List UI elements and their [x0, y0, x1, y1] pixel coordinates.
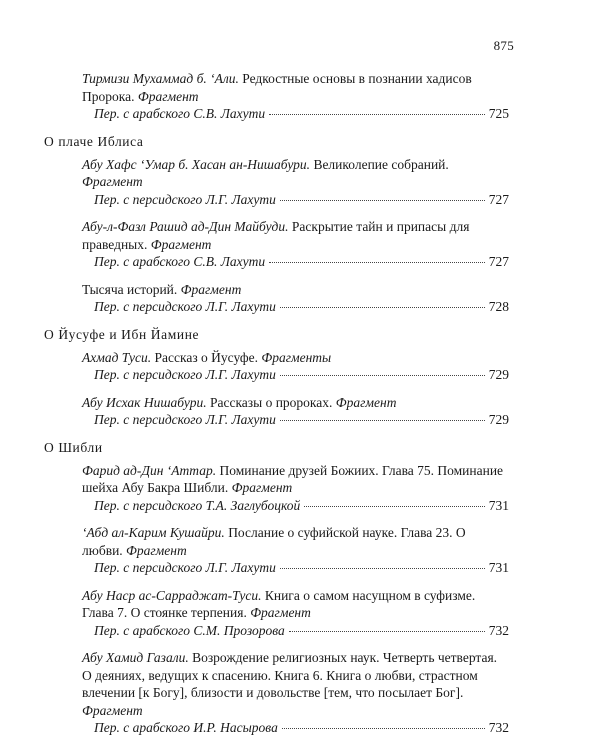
entry-work: [82, 156, 509, 191]
dot-leader: [280, 200, 485, 201]
entry-translation-line: [82, 411, 509, 429]
entry-translator: Пер. с персидского Л.Г. Лахути: [94, 299, 276, 314]
entry-work: [82, 649, 509, 719]
entry-translator: Пер. с персидского Л.Г. Лахути: [94, 412, 276, 427]
entry-translation-line: [82, 622, 509, 640]
entry-note: Фрагмент: [82, 174, 143, 189]
dot-leader: [280, 375, 485, 376]
entry-title: Рассказы о пророках.: [209, 394, 333, 410]
entry-translator: Пер. с персидского Л.Г. Лахути: [94, 191, 276, 207]
toc-entry: [82, 281, 509, 316]
toc-section: [44, 70, 509, 123]
toc-entry: [82, 394, 509, 429]
toc-entry: [82, 524, 509, 577]
entry-page-number: 725: [488, 106, 509, 121]
entry-work: [82, 218, 509, 253]
entry-title: Тысяча историй.: [82, 281, 178, 297]
entry-title: Рассказ о Йусуфе.: [154, 349, 258, 365]
entry-author: Абу Исхак Нишабури.: [82, 394, 207, 410]
toc-entry: [82, 462, 509, 515]
entry-note: Фрагменты: [261, 349, 332, 365]
entry-translation-line: [82, 298, 509, 316]
entry-author: Фарид ад-Дин ʻАттар.: [82, 462, 217, 478]
page-number: 875: [493, 38, 514, 53]
entry-note: Фрагмент: [82, 702, 143, 718]
entry-title: Поминание друзей Божиих. Глава 75. Поминание шейха Абу Бакра Шибли.: [82, 462, 504, 495]
toc-entry: [82, 349, 509, 384]
entry-page-number: 732: [488, 720, 509, 735]
entry-author: Абу Хамид Газали.: [82, 650, 189, 665]
entry-note: Фрагмент: [150, 236, 212, 252]
entry-note: Фрагмент: [137, 88, 199, 104]
entry-translator: Пер. с персидского Л.Г. Лахути: [94, 367, 276, 382]
entry-page-number: 727: [488, 254, 509, 269]
dot-leader: [269, 262, 485, 263]
entry-translation-line: [82, 366, 509, 384]
entry-work: [82, 462, 509, 497]
section-title: О Йусуфе и Ибн Йамине: [44, 326, 200, 342]
entry-note: Фрагмент: [180, 281, 242, 297]
entry-note: Фрагмент: [126, 542, 187, 558]
toc-section: [44, 133, 509, 316]
entry-title: Раскрытие тайн и припасы для праведных.: [82, 219, 470, 252]
entry-translator: Пер. с арабского С.М. Прозорова: [94, 622, 285, 638]
entry-title: Книга о самом насущном в суфизме. Глава 7. О стоянке терпения.: [82, 587, 476, 620]
entry-translator: Пер. с арабского С.В. Лахути: [94, 106, 266, 121]
toc-entry: [82, 156, 509, 209]
dot-leader: [269, 114, 485, 115]
entry-author: ʻАбд ал-Карим Кушайри.: [82, 525, 225, 540]
entry-page-number: 731: [488, 560, 509, 575]
entry-translation-line: [82, 253, 509, 271]
dot-leader: [282, 728, 485, 729]
entry-translator: Пер. с арабского И.Р. Насырова: [94, 720, 278, 735]
entry-page-number: 732: [488, 622, 509, 638]
entry-translation-line: [82, 191, 509, 209]
entry-page-number: 728: [488, 299, 509, 314]
table-of-contents: [44, 70, 509, 747]
entry-title: Возрождение религиозных наук. Четверть четвертая. О деяниях, ведущих к спасению. Книга 6. Книга о любви, страстном влечении [к Богу], близости и довольстве [тем, что посылает Бог].: [82, 650, 498, 700]
entry-page-number: 727: [488, 191, 509, 207]
dot-leader: [280, 307, 485, 308]
dot-leader: [280, 420, 485, 421]
dot-leader: [280, 568, 485, 569]
toc-entry: [82, 70, 509, 123]
entry-author: Абу Хафс ʻУмар б. Хасан ан-Нишабури.: [82, 156, 311, 172]
entry-page-number: 731: [488, 497, 509, 513]
entry-translator: Пер. с персидского Л.Г. Лахути: [94, 560, 276, 575]
entry-page-number: 729: [488, 412, 509, 427]
entry-author: Ахмад Туси.: [82, 349, 152, 365]
entry-work: [82, 394, 509, 412]
entry-author: Абу-л-Фазл Рашид ад-Дин Майбуди.: [82, 219, 289, 234]
dot-leader: [289, 631, 485, 632]
dot-leader: [304, 506, 484, 507]
entry-translation-line: [82, 719, 509, 737]
section-title: О плаче Иблиса: [44, 133, 144, 149]
entry-translator: Пер. с персидского Т.А. Заглубоцкой: [94, 497, 301, 513]
entry-work: [82, 70, 509, 105]
entry-author: Абу Наср ас-Сарраджат-Туси.: [82, 587, 262, 603]
section-title: О Шибли: [44, 439, 103, 455]
entry-translation-line: [82, 105, 509, 123]
entry-translation-line: [82, 497, 509, 515]
entry-note: Фрагмент: [250, 605, 311, 620]
entry-work: [82, 281, 509, 299]
entry-work: [82, 524, 509, 559]
toc-section: [44, 326, 509, 429]
entry-work: [82, 349, 509, 367]
entry-translator: Пер. с арабского С.В. Лахути: [94, 254, 266, 269]
entry-page-number: 729: [488, 367, 509, 382]
toc-entry: [82, 649, 509, 737]
entry-note: Фрагмент: [335, 394, 397, 410]
toc-entry: [82, 218, 509, 271]
entry-translation-line: [82, 559, 509, 577]
entry-title: Послание о суфийской науке. Глава 23. О любви.: [82, 525, 466, 558]
entry-title: Великолепие собраний.: [313, 156, 449, 172]
toc-entry: [82, 587, 509, 640]
toc-section: [44, 439, 509, 737]
entry-author: Тирмизи Мухаммад б. ʻАли.: [82, 71, 239, 86]
entry-title: Редкостные основы в познании хадисов Пророка.: [82, 71, 472, 104]
entry-note: Фрагмент: [231, 480, 293, 495]
entry-work: [82, 587, 509, 622]
